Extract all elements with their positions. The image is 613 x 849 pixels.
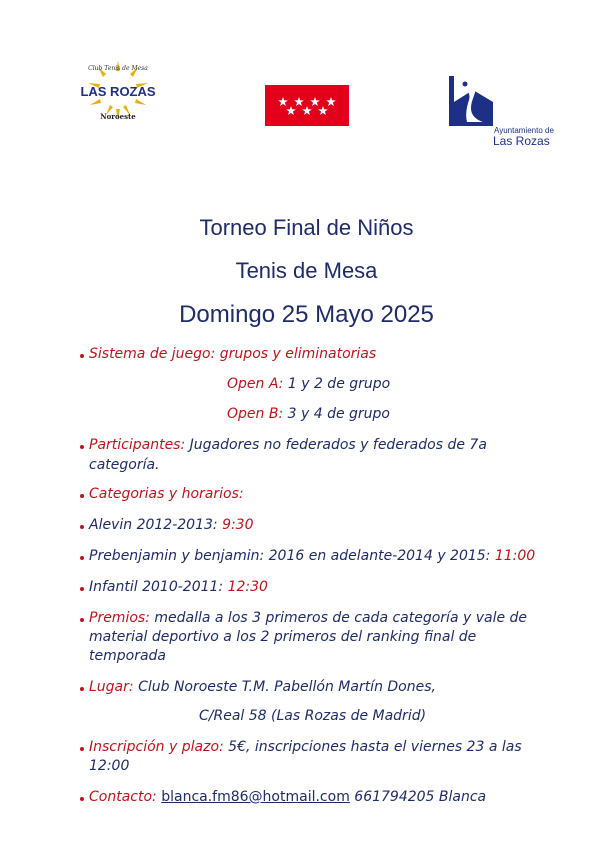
bullet-participantes <box>80 445 84 449</box>
bullet-sistema <box>80 354 84 358</box>
lugar-value: Club Noroeste T.M. Pabellón Martín Dones, <box>133 679 436 695</box>
infantil-text: Infantil 2010-2011: <box>89 579 228 595</box>
ayuntamiento-line2: Las Rozas <box>493 134 550 148</box>
flag-stars-icon <box>276 96 338 116</box>
inscripcion-line2: 12:00 <box>89 758 130 774</box>
premios-label: Premios: <box>89 610 150 626</box>
bullet-categorias <box>80 494 84 498</box>
open-b-line <box>227 404 390 424</box>
prebenjamin-time: 11:00 <box>494 548 536 564</box>
open-b-value: 3 y 4 de grupo <box>283 406 390 422</box>
categorias-label: Categorias y horarios: <box>89 486 244 502</box>
club-logo-bottom-text: Noroeste <box>100 112 136 121</box>
inscripcion-label: Inscripción y plazo: <box>89 739 224 755</box>
inscripcion-line1 <box>89 737 522 757</box>
bullet-infantil <box>80 587 84 591</box>
title-date: Domingo 25 Mayo 2025 <box>179 301 434 328</box>
participantes-label: Participantes: <box>89 437 186 453</box>
participantes-value: Jugadores no federados y federados de 7a <box>185 437 487 453</box>
bullet-alevin <box>80 525 84 529</box>
alevin-text: Alevin 2012-2013: <box>89 517 223 533</box>
bullet-lugar <box>80 687 84 691</box>
open-a-value: 1 y 2 de grupo <box>283 376 391 392</box>
club-logo <box>76 57 160 129</box>
participantes-line1 <box>89 435 487 455</box>
prebenjamin-text: Prebenjamin y benjamin: 2016 en adelante-2014 y 2015: <box>89 548 495 564</box>
alevin-line <box>89 515 254 535</box>
premios-line1 <box>89 608 527 628</box>
bullet-premios <box>80 618 84 622</box>
contacto-line <box>89 787 486 807</box>
lugar-line2: C/Real 58 (Las Rozas de Madrid) <box>199 708 427 724</box>
ayuntamiento-logo <box>449 76 561 146</box>
open-a-line <box>227 374 390 394</box>
premios-line2: material deportivo a los 2 primeros del ranking final de <box>89 629 477 645</box>
infantil-time: 12:30 <box>227 579 268 595</box>
open-a-label: Open A: <box>227 376 284 392</box>
infantil-line <box>89 577 268 597</box>
alevin-time: 9:30 <box>222 517 254 533</box>
contacto-phone-name: 661794205 Blanca <box>349 789 487 805</box>
club-logo-name: LAS ROZAS <box>80 84 156 99</box>
lugar-line1 <box>89 677 436 697</box>
inscripcion-value: 5€, inscripciones hasta el viernes 23 a las <box>223 739 522 755</box>
lugar-label: Lugar: <box>89 679 134 695</box>
contacto-email-link[interactable]: blanca.fm86@hotmail.com <box>161 789 350 805</box>
comunidad-madrid-flag <box>265 85 349 126</box>
contacto-label: Contacto: <box>89 789 157 805</box>
open-b-label: Open B: <box>227 406 284 422</box>
ayuntamiento-line1: Ayuntamiento de <box>494 126 554 135</box>
premios-line3: temporada <box>89 648 166 664</box>
sistema-label: Sistema de juego: grupos y eliminatorias <box>89 346 377 362</box>
title-sport: Tenis de Mesa <box>235 258 378 283</box>
bullet-prebenjamin <box>80 556 84 560</box>
bullet-inscripcion <box>80 747 84 751</box>
bullet-contacto <box>80 797 84 801</box>
participantes-line2: categoría. <box>89 457 160 473</box>
title-tournament: Torneo Final de Niños <box>199 215 414 240</box>
club-logo-top-text: Club Tenis de Mesa <box>88 65 148 72</box>
premios-value: medalla a los 3 primeros de cada categoría y vale de <box>149 610 528 626</box>
prebenjamin-line <box>89 546 535 566</box>
ayuntamiento-mark-icon <box>449 76 561 126</box>
